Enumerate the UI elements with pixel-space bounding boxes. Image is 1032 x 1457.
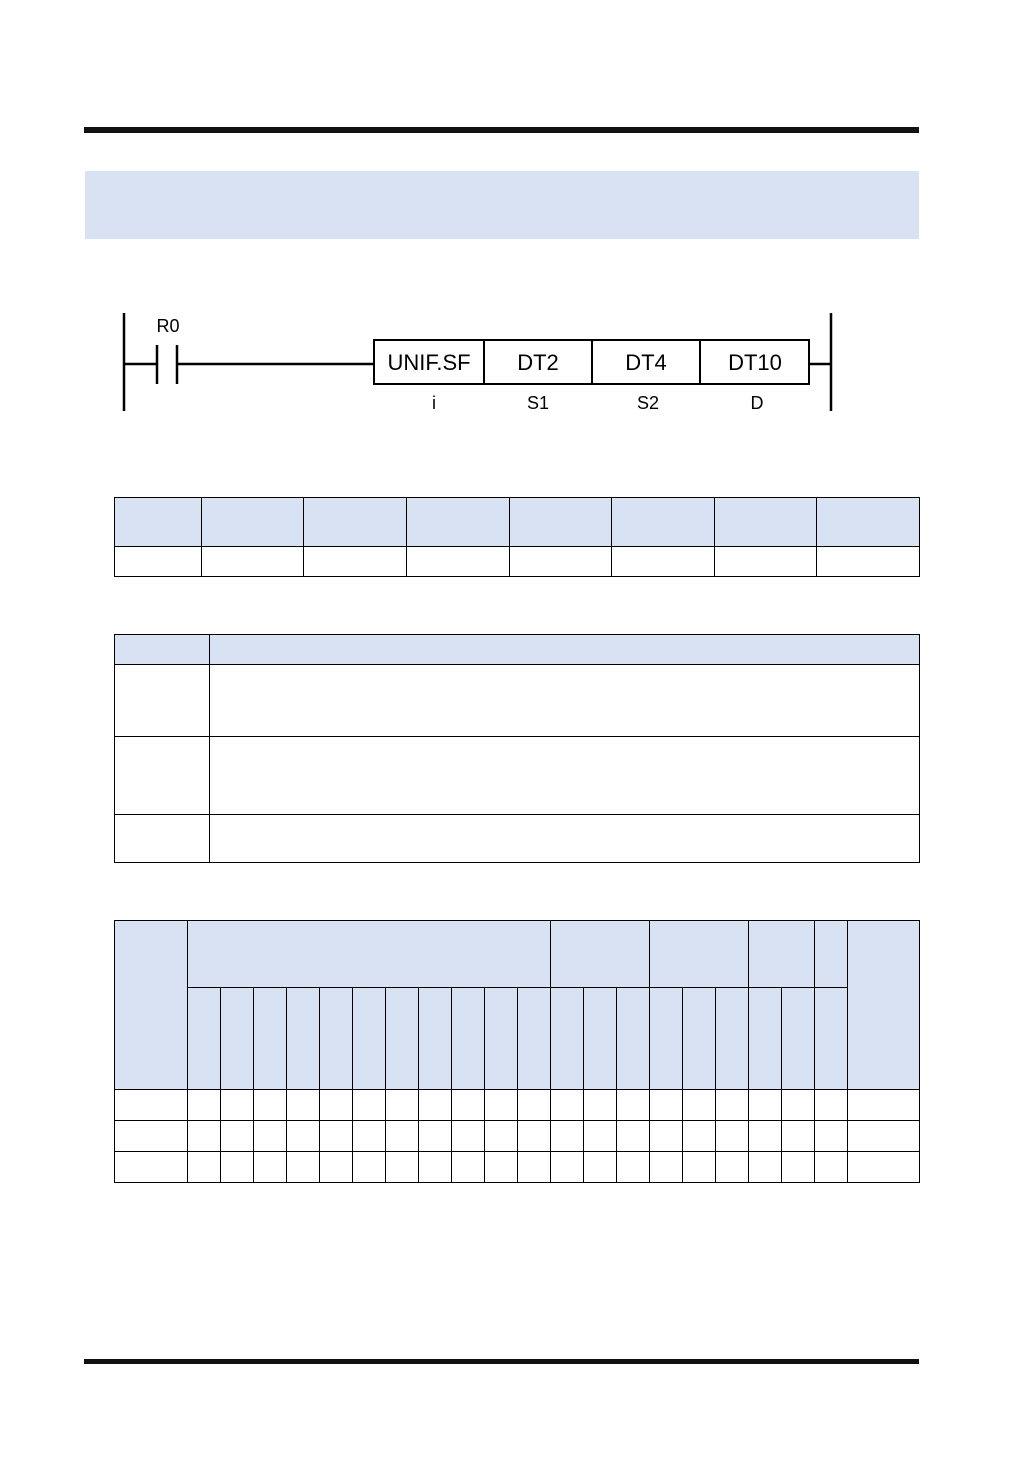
header-rule xyxy=(84,127,919,133)
subheader-cell xyxy=(551,988,584,1090)
subheader-cell xyxy=(683,988,716,1090)
table-cell xyxy=(452,1152,485,1183)
header-cell xyxy=(210,635,920,665)
subheader-cell xyxy=(452,988,485,1090)
table-cell xyxy=(551,1090,584,1121)
table-cell xyxy=(683,1121,716,1152)
subheader-cell xyxy=(188,988,221,1090)
operand-s2: DT4 xyxy=(625,350,667,375)
subheader-cell xyxy=(320,988,353,1090)
table-cell xyxy=(518,1090,551,1121)
table-cell xyxy=(716,1121,749,1152)
operand-label-d: D xyxy=(750,393,764,413)
subheader-cell xyxy=(419,988,452,1090)
table-cell xyxy=(221,1152,254,1183)
table-cell xyxy=(287,1121,320,1152)
table-row xyxy=(115,1121,920,1152)
header-cell xyxy=(612,498,715,547)
table-row xyxy=(115,737,920,815)
table-cell xyxy=(210,815,920,863)
table-cell xyxy=(115,737,210,815)
header-cell xyxy=(817,498,920,547)
table-cell xyxy=(815,1152,848,1183)
table-row xyxy=(115,547,920,577)
subheader-cell xyxy=(287,988,320,1090)
table-cell xyxy=(320,1152,353,1183)
table-cell xyxy=(584,1121,617,1152)
operand-box-s2[interactable] xyxy=(592,340,700,384)
table-cell xyxy=(485,1121,518,1152)
table-cell xyxy=(518,1152,551,1183)
table-header-row xyxy=(115,921,920,988)
table-cell xyxy=(617,1090,650,1121)
table-cell xyxy=(115,815,210,863)
table-cell xyxy=(386,1152,419,1183)
title-banner xyxy=(85,171,919,239)
subheader-cell xyxy=(353,988,386,1090)
table-cell xyxy=(254,1090,287,1121)
table-cell xyxy=(254,1152,287,1183)
footer-rule xyxy=(84,1359,919,1364)
table-cell xyxy=(848,1090,920,1121)
header-group-cell xyxy=(815,921,848,988)
table-cell xyxy=(386,1121,419,1152)
table-row xyxy=(115,665,920,737)
table-cell xyxy=(287,1152,320,1183)
table-cell xyxy=(221,1121,254,1152)
table-cell xyxy=(716,1090,749,1121)
header-group-cell xyxy=(650,921,749,988)
devices-table xyxy=(114,920,920,1183)
instruction-box[interactable] xyxy=(374,340,484,384)
table-cell xyxy=(650,1121,683,1152)
header-cell xyxy=(304,498,407,547)
table-cell xyxy=(221,1090,254,1121)
subheader-cell xyxy=(518,988,551,1090)
table-cell xyxy=(188,1090,221,1121)
operand-table xyxy=(114,634,920,863)
header-cell xyxy=(202,498,304,547)
subheader-cell xyxy=(386,988,419,1090)
table-cell xyxy=(551,1152,584,1183)
table-cell xyxy=(353,1152,386,1183)
table-cell xyxy=(584,1152,617,1183)
table-cell xyxy=(287,1090,320,1121)
table-cell xyxy=(188,1121,221,1152)
table-cell xyxy=(115,665,210,737)
table-cell xyxy=(510,547,612,577)
header-group-cell xyxy=(749,921,815,988)
instruction-name: UNIF.SF xyxy=(387,350,471,375)
table-cell xyxy=(848,1121,920,1152)
operand-box-d[interactable] xyxy=(700,340,809,384)
table-cell xyxy=(353,1090,386,1121)
header-cell xyxy=(115,921,188,1090)
operand-label-s1: S1 xyxy=(526,393,550,413)
subheader-cell xyxy=(584,988,617,1090)
subheader-cell xyxy=(650,988,683,1090)
subheader-cell xyxy=(749,988,782,1090)
table-cell xyxy=(716,1152,749,1183)
table-cell xyxy=(115,1090,188,1121)
table-cell xyxy=(202,547,304,577)
header-cell xyxy=(115,635,210,665)
header-cell xyxy=(115,498,202,547)
table-cell xyxy=(407,547,510,577)
table-cell xyxy=(115,1152,188,1183)
table-header-row xyxy=(115,635,920,665)
table-cell xyxy=(210,737,920,815)
table-cell xyxy=(612,547,715,577)
header-group-cell xyxy=(551,921,650,988)
table-cell xyxy=(815,1090,848,1121)
table-cell xyxy=(782,1090,815,1121)
table-cell xyxy=(650,1090,683,1121)
table-cell xyxy=(452,1121,485,1152)
table-cell xyxy=(485,1152,518,1183)
subheader-cell xyxy=(716,988,749,1090)
table-cell xyxy=(782,1152,815,1183)
table-cell xyxy=(188,1152,221,1183)
table-cell xyxy=(485,1090,518,1121)
table-cell xyxy=(115,547,202,577)
header-cell xyxy=(715,498,817,547)
table-subheader-row xyxy=(115,988,920,1090)
contact-label: R0 xyxy=(156,316,180,336)
subheader-cell xyxy=(221,988,254,1090)
table-cell xyxy=(683,1090,716,1121)
table-cell xyxy=(452,1090,485,1121)
table-header-row xyxy=(115,498,920,547)
subheader-cell xyxy=(617,988,650,1090)
header-cell xyxy=(510,498,612,547)
table-cell xyxy=(419,1121,452,1152)
table-cell xyxy=(815,1121,848,1152)
subheader-cell xyxy=(782,988,815,1090)
operand-d: DT10 xyxy=(728,350,782,375)
table-cell xyxy=(650,1152,683,1183)
table-cell xyxy=(817,547,920,577)
table-cell xyxy=(304,547,407,577)
operand-box-s1[interactable] xyxy=(484,340,592,384)
table-cell xyxy=(617,1121,650,1152)
table-cell xyxy=(518,1121,551,1152)
subheader-cell xyxy=(485,988,518,1090)
subheader-cell xyxy=(254,988,287,1090)
table-cell xyxy=(749,1152,782,1183)
table-row xyxy=(115,1090,920,1121)
table-row xyxy=(115,1152,920,1183)
operand-label-s2: S2 xyxy=(636,393,660,413)
table-cell xyxy=(584,1090,617,1121)
table-cell xyxy=(551,1121,584,1152)
table-cell xyxy=(320,1090,353,1121)
table-cell xyxy=(386,1090,419,1121)
table-cell xyxy=(419,1152,452,1183)
table-cell xyxy=(254,1121,287,1152)
operand-s1: DT2 xyxy=(517,350,559,375)
header-cell xyxy=(407,498,510,547)
table-cell xyxy=(320,1121,353,1152)
table-cell xyxy=(715,547,817,577)
table-cell xyxy=(210,665,920,737)
table-row xyxy=(115,815,920,863)
subheader-cell xyxy=(815,988,848,1090)
header-cell xyxy=(848,921,920,1090)
table-cell xyxy=(115,1121,188,1152)
header-group-cell xyxy=(188,921,551,988)
steps-table xyxy=(114,497,920,577)
table-cell xyxy=(848,1152,920,1183)
table-cell xyxy=(419,1090,452,1121)
table-cell xyxy=(617,1152,650,1183)
table-cell xyxy=(683,1152,716,1183)
table-cell xyxy=(353,1121,386,1152)
operand-label-i: i xyxy=(432,393,436,413)
table-cell xyxy=(749,1121,782,1152)
table-cell xyxy=(749,1090,782,1121)
table-cell xyxy=(782,1121,815,1152)
